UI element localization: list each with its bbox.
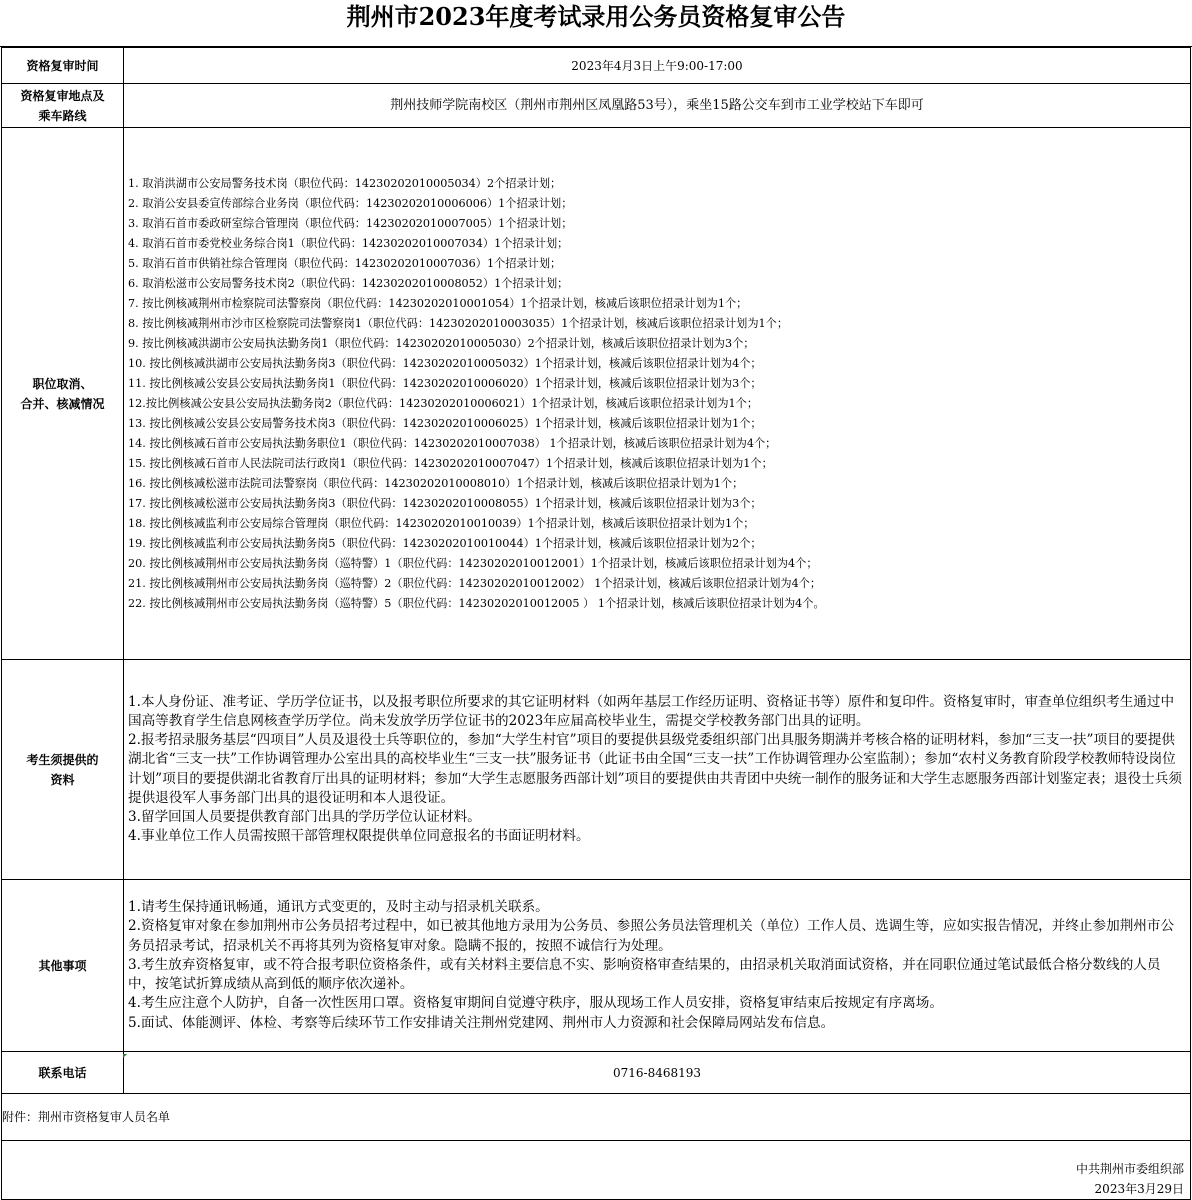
materials-list — [128, 693, 1186, 847]
position-item: 7. 按比例核减荆州市检察院司法警察岗（职位代码：14230202010001054）1个招录计划，核减后该职位招录计划为1个； — [128, 296, 748, 310]
position-item: 12.按比例核减公安县公安局执法勤务岗2（职位代码：14230202010006021）1个招录计划，核减后该职位招录计划为1个； — [128, 396, 759, 410]
location-label-line1: 资格复审地点及 — [20, 88, 105, 103]
position-item: 10. 按比例核减洪湖市公安局执法勤务岗3（职位代码：14230202010005032）1个招录计划，核减后该职位招录计划为4个； — [128, 356, 762, 370]
materials-label-line1: 考生须提供的 — [26, 752, 99, 767]
position-item: 11. 按比例核减公安县公安局执法勤务岗1（职位代码：14230202010006020）1个招录计划，核减后该职位招录计划为3个； — [128, 376, 762, 390]
materials-paragraph: 3.留学回国人员要提供教育部门出具的学历学位认证材料。 — [128, 808, 481, 825]
positions-list — [128, 174, 1186, 614]
position-item: 8. 按比例核减荆州市沙市区检察院司法警察岗1（职位代码：14230202010003035）1个招录计划，核减后该职位招录计划为1个； — [128, 316, 789, 330]
position-item: 2. 取消公安县委宣传部综合业务岗（职位代码：14230202010006006）1个招录计划； — [128, 196, 573, 210]
other-paragraph: 5.面试、体能测评、体检、考察等后续环节工作安排请关注荆州党建网、荆州市人力资源和社会保障局网站发布信息。 — [128, 1014, 835, 1031]
positions-label-line2: 合并、核减情况 — [20, 396, 105, 411]
announcement-table — [1, 47, 1191, 1200]
other-list — [128, 898, 1186, 1032]
position-item: 21. 按比例核减荆州市公安局执法勤务岗（巡特警）2（职位代码：14230202010012002） 1个招录计划，核减后该职位招录计划为4个； — [128, 576, 822, 590]
page-title: 荆州市2023年度考试录用公务员资格复审公告 — [0, 0, 1192, 47]
time-label: 资格复审时间 — [2, 48, 124, 84]
position-item: 14. 按比例核减石首市公安局执法勤务职位1（职位代码：14230202010007038） 1个招录计划，核减后该职位招录计划为4个； — [128, 436, 777, 450]
position-item: 4. 取消石首市委党校业务综合岗1（职位代码：14230202010007034）1个招录计划； — [128, 236, 569, 250]
position-item: 22. 按比例核减荆州市公安局执法勤务岗（巡特警）5（职位代码：14230202010012005 ） 1个招录计划，核减后该职位招录计划为4个。 — [128, 596, 825, 610]
position-item: 13. 按比例核减公安县公安局警务技术岗3（职位代码：14230202010006025）1个招录计划，核减后该职位招录计划为1个； — [128, 416, 762, 430]
row-signature — [2, 1141, 1191, 1200]
signature-cell — [2, 1141, 1191, 1200]
other-label: 其他事项 — [2, 880, 124, 1052]
position-item: 17. 按比例核减松滋市公安局执法勤务岗3（职位代码：14230202010008055）1个招录计划，核减后该职位招录计划为3个； — [128, 496, 762, 510]
other-content — [124, 880, 1191, 1052]
materials-label — [2, 660, 124, 880]
other-paragraph: 4.考生应注意个人防护，自备一次性医用口罩。资格复审期间自觉遵守秩序，服从现场工作人员安排，资格复审结束后按规定有序离场。 — [128, 995, 943, 1012]
attachment-text: 附件：荆州市资格复审人员名单 — [2, 1094, 1191, 1141]
other-paragraph: 1.请考生保持通讯畅通，通讯方式变更的，及时主动与招录机关联系。 — [128, 899, 549, 916]
time-value: 2023年4月3日上午9:00-17:00 — [124, 48, 1191, 84]
position-item: 20. 按比例核减荆州市公安局执法勤务岗（巡特警）1（职位代码：14230202010012001）1个招录计划，核减后该职位招录计划为4个； — [128, 556, 818, 570]
position-item: 16. 按比例核减松滋市法院司法警察岗（职位代码：14230202010008010）1个招录计划，核减后该职位招录计划为1个； — [128, 476, 744, 490]
position-item: 15. 按比例核减石首市人民法院司法行政岗1（职位代码：14230202010007047）1个招录计划，核减后该职位招录计划为1个； — [128, 456, 773, 470]
row-attachment — [2, 1094, 1191, 1141]
position-item: 1. 取消洪湖市公安局警务技术岗（职位代码：14230202010005034）2个招录计划； — [128, 176, 562, 190]
row-phone — [2, 1052, 1191, 1094]
materials-paragraph: 2.报考招录服务基层“四项目”人员及退役士兵等职位的，参加“大学生村官”项目的要提供县级党委组织部门出具服务期满并考核合格的证明材料，参加“三支一扶”项目的要提供湖北省“三支一扶”工作协调管理办公室出具的高校毕业生“三支一扶”服务证书（此证书由全国“三支一扶”工作协调管理办公室监制）；参加“农村义务教育阶段学校教师特设岗位计划”项目的要提供湖北省教育厅出具的证明材料；参加“大学生志愿服务西部计划”项目的要提供由共青团中央统一制作的服务证和大学生志愿服务西部计划鉴定表；退役士兵须提供退役军人事务部门出具的退役证明和本人退役证。 — [128, 732, 1182, 806]
other-paragraph: 3.考生放弃资格复审，或不符合报考职位资格条件，或有关材料主要信息不实、影响资格审查结果的，由招录机关取消面试资格，并在同职位通过笔试最低合格分数线的人员中，按笔试折算成绩从高到低的顺序依次递补。 — [128, 956, 1161, 993]
phone-label: 联系电话 — [2, 1052, 124, 1094]
position-item: 19. 按比例核减监利市公安局执法勤务岗5（职位代码：14230202010010044）1个招录计划，核减后该职位招录计划为2个； — [128, 536, 762, 550]
position-item: 5. 取消石首市供销社综合管理岗（职位代码：14230202010007036）1个招录计划； — [128, 256, 562, 270]
positions-label — [2, 128, 124, 660]
position-item: 3. 取消石首市委政研室综合管理岗（职位代码：14230202010007005）1个招录计划； — [128, 216, 573, 230]
location-label-line2: 乘车路线 — [38, 108, 87, 123]
row-location — [2, 84, 1191, 128]
row-materials — [2, 660, 1191, 880]
materials-paragraph: 4.事业单位工作人员需按照干部管理权限提供单位同意报名的书面证明材料。 — [128, 828, 590, 845]
position-item: 6. 取消松滋市公安局警务技术岗2（职位代码：14230202010008052）1个招录计划； — [128, 276, 569, 290]
location-label — [2, 84, 124, 128]
location-value: 荆州技师学院南校区（荆州市荆州区凤凰路53号），乘坐15路公交车到市工业学校站下车即可 — [124, 84, 1191, 128]
position-item: 18. 按比例核减监利市公安局综合管理岗（职位代码：14230202010010039）1个招录计划，核减后该职位招录计划为1个； — [128, 516, 755, 530]
signature-date: 2023年3月29日 — [1094, 1182, 1184, 1196]
position-item: 9. 按比例核减洪湖市公安局执法勤务岗1（职位代码：14230202010005030）2个招录计划，核减后该职位招录计划为3个； — [128, 336, 755, 350]
phone-value: 0716-8468193 — [124, 1052, 1191, 1094]
materials-label-line2: 资料 — [50, 772, 75, 787]
positions-content — [124, 128, 1191, 660]
materials-paragraph: 1.本人身份证、准考证、学历学位证书，以及报考职位所要求的其它证明材料（如两年基层工作经历证明、资格证书等）原件和复印件。资格复审时，审查单位组织考生通过中国高等教育学生信息网核查学历学位。尚未发放学历学位证书的2023年应届高校毕业生，需提交学校教务部门出具的证明。 — [128, 693, 1175, 729]
materials-content — [124, 660, 1191, 880]
cell-comment-marker — [123, 1054, 127, 1058]
row-other — [2, 880, 1191, 1052]
row-time — [2, 48, 1191, 84]
row-positions — [2, 128, 1191, 660]
other-paragraph: 2.资格复审对象在参加荆州市公务员招考过程中，如已被其他地方录用为公务员、参照公务员法管理机关（单位）工作人员、选调生等，应如实报告情况，并终止参加荆州市公务员招录考试，招录机关不再将其列为资格复审对象。隐瞒不报的，按照不诚信行为处理。 — [128, 918, 1175, 954]
positions-label-line1: 职位取消、 — [32, 376, 93, 391]
signature-org: 中共荆州市委组织部 — [1075, 1162, 1184, 1176]
